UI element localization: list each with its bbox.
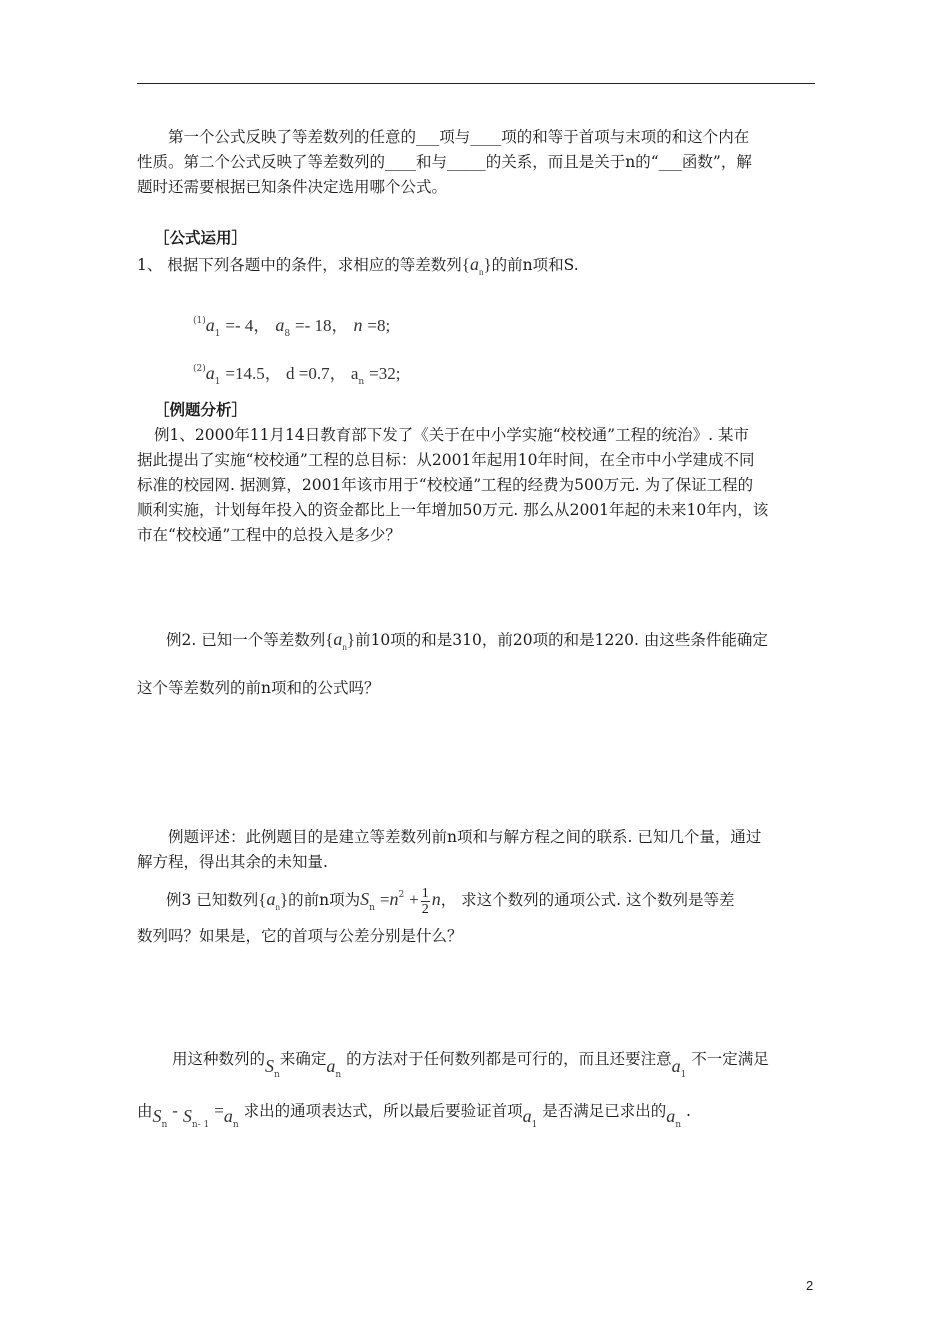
example-1-line-3: 标准的校园网. 据测算，2001年该市用于“校校通”工程的经费为500万元. 为了保证工程的: [137, 476, 754, 494]
intro-line-1: 第一个公式反映了等差数列的任意的___项与____项的和等于首项与末项的和这个内在: [168, 128, 750, 146]
page-number: 2: [806, 1278, 814, 1293]
note-line-1: 用这种数列的$S_n$来确定$a_n$ 的方法对于任何数列都是可行的，而且还要注意$a_1$ 不一定满足: [172, 1050, 769, 1080]
example-3-line-2: 数列吗？如果是，它的首项与公差分别是什么？: [137, 927, 463, 945]
example-2-line-2: 这个等差数列的前n项和的公式吗？: [137, 679, 380, 697]
question-1: 1、 根据下列各题中的条件，求相应的等差数列$\{a_n\}$的前n项和S.: [137, 254, 579, 277]
intro-line-3: 题时还需要根据已知条件决定选用哪个公式。: [137, 178, 448, 196]
intro-line-2: 性质。第二个公式反映了等差数列的____和与_____的关系，而且是关于n的“___函数”，解: [137, 153, 752, 171]
review-line-2: 解方程，得出其余的未知量.: [137, 853, 328, 871]
fraction-one-half: $\frac{1}{2}$: [421, 885, 429, 917]
question-1-item-1: $^{(1)}a_1 =- 4$， $a_8 =- 18$， n =8;: [193, 315, 391, 339]
note-line-2: 由$S_n - S_{n- 1} =a_n$ 求出的通项表达式，所以最后要验证首项$a_1$ 是否满足已求出的$a_n$ .: [137, 1101, 691, 1130]
example-1-line-2: 据此提出了实施“校校通”工程的总目标：从2001年起用10年时间，在全市中小学建成不同: [137, 451, 755, 469]
review-line-1: 例题评述：此例题目的是建立等差数列前n项和与解方程之间的联系. 已知几个量，通过: [168, 828, 762, 846]
example-1-line-1: 例1、2000年11月14日教育部下发了《关于在中小学实施“校校通”工程的统治》. 某市: [154, 426, 749, 444]
example-2-line-1: 例2. 已知一个等差数列$\{a_n\}$前10项的和是310，前20项的和是1220. 由这些条件能确定: [166, 629, 768, 652]
formula-heading: ［公式运用］: [154, 228, 248, 247]
header-rule: [137, 83, 815, 84]
example-1-line-5: 市在“校校通”工程中的总投入是多少？: [137, 526, 401, 544]
example-1-line-4: 顺利实施，计划每年投入的资金都比上一年增加50万元. 那么从2001年起的未来10年内，该: [137, 501, 769, 519]
question-1-item-2: $^{(2)}a_1 =14.5$， d =0.7， $a_n =32$;: [193, 363, 401, 387]
examples-heading: ［例题分析］: [154, 400, 248, 419]
example-3-line-1: 例3 已知数列$\{a_n\}$的前n项为$S_n =n^2$ + $\frac{1}{2}$ n， 求这个数列的通项公式. 这个数列是等差: [166, 885, 735, 917]
